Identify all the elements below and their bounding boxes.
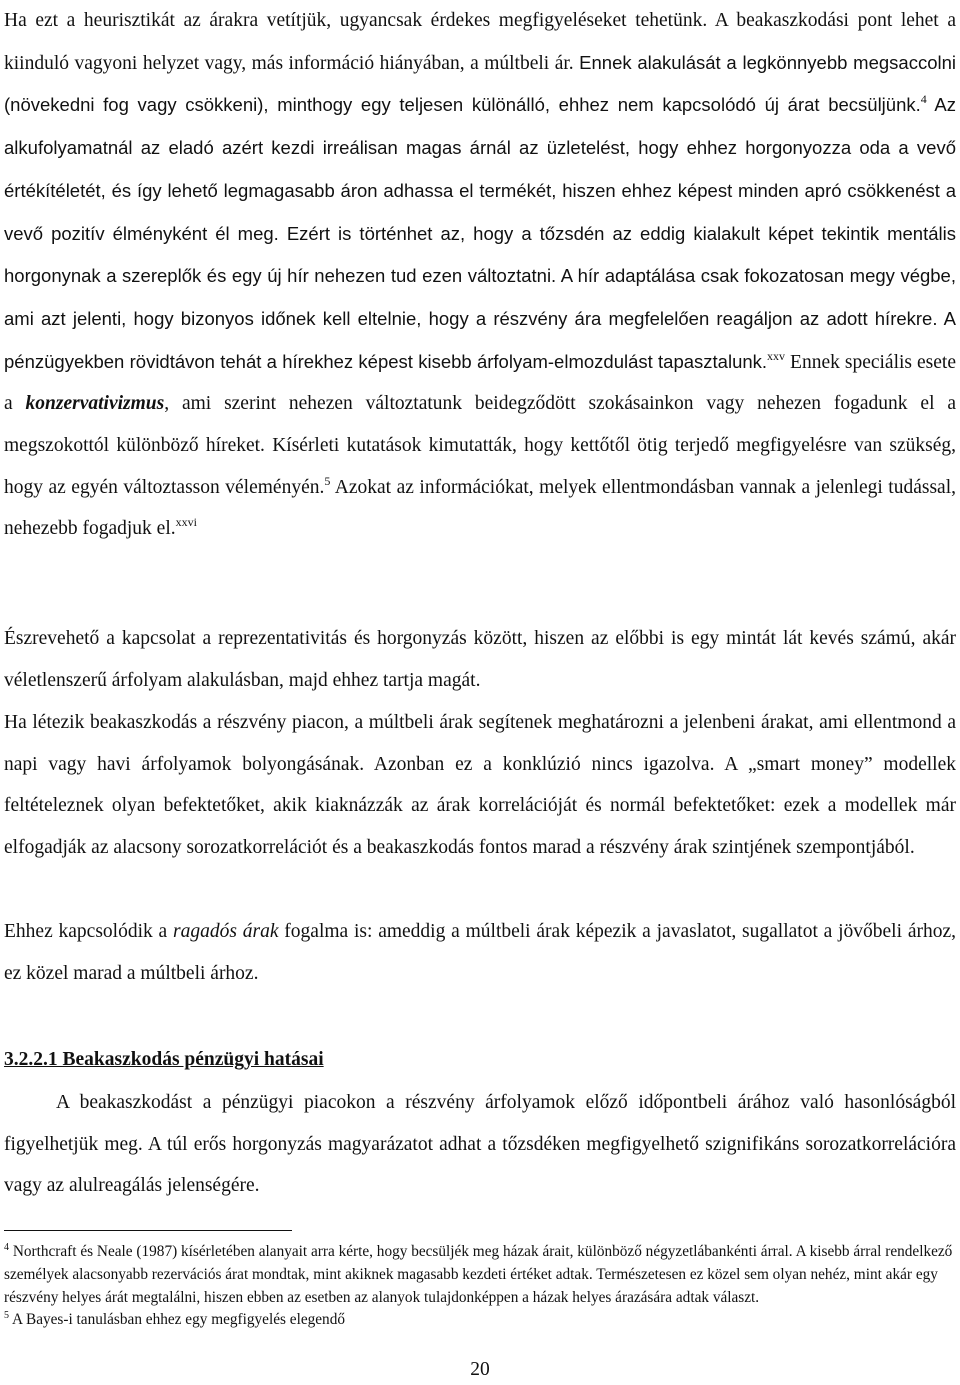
endnote-ref[interactable]: xxv xyxy=(767,348,786,363)
body-paragraph-1 xyxy=(4,0,956,550)
footnote-5 xyxy=(4,1309,956,1332)
paragraph-text: Ennek speciális esete a xyxy=(4,351,956,415)
footnote-text: Northcraft és Neale (1987) kísérletében alanyait arra kérte, hogy becsüljék meg házak árait, különböző négyzetlábankénti árral. A kisebb árral rendelkező személyek alacsonyabb rezervációs árat mondtak, mint akiknek magasabb kezdeti értéket adtak. Természetesen ez közel sem olyan nehéz, mint akár egy részvény helyes árát megtalálni, hiszen ebben az esetben az alanyok tulajdonképpen a házak helyes árazására adtak választ. xyxy=(4,1243,953,1306)
footnote-ref[interactable]: 4 xyxy=(920,92,927,107)
body-paragraph-3: Ha létezik beakaszkodás a részvény piacon, a múltbeli árak segítenek meghatározni a jelenbeni árakat, ami ellentmond a napi vagy havi árfolyamok bolyongásának. Azonban ez a konklúzió nincs igazolva. A „smart money” modellek feltételeznek olyan befektetőket, akik kiaknázzák az árak korrelációját és normál befektetőket: ezek a modellek már elfogadják az alacsony sorozatkorrelációt és a beakaszkodás fontos marad a részvény árak szintjének szempontjából. xyxy=(4,712,956,859)
footnotes xyxy=(4,1241,956,1332)
section-heading: 3.2.2.1 Beakaszkodás pénzügyi hatásai xyxy=(4,1049,324,1070)
paragraph-text: Ha ezt a heurisztikát az árakra vetítjük, ugyancsak érdekes megfigyeléseket tehetünk. A beakaszkodási pont lehet a kiinduló vagyoni helyzet vagy, más információ hiányában, a múltbeli ár. xyxy=(4,10,956,74)
term-emphasis: konzervativizmus xyxy=(25,393,165,415)
body-paragraph-4 xyxy=(4,911,956,994)
footnote-ref[interactable]: 5 xyxy=(324,473,331,488)
footnote-4 xyxy=(4,1241,956,1309)
paragraph-text: Ehhez kapcsolódik a xyxy=(4,921,174,942)
paragraph-text: fogalma is: ameddig a múltbeli árak képezik a javaslatot, sugallatot a jövőbeli árhoz, ez közel marad a múltbeli árhoz. xyxy=(4,921,956,984)
footnote-separator xyxy=(4,1230,292,1231)
footnote-number: 5 xyxy=(4,1310,9,1322)
paragraph-text-sans: Ennek alakulását a legkönnyebb megsaccolni (növekedni fog vagy csökkeni), minthogy egy teljesen különálló, ehhez nem kapcsolódó új árat becsüljünk. xyxy=(4,51,956,116)
footnote-text: A Bayes-i tanulásban ehhez egy megfigyelés elegendő xyxy=(9,1311,345,1329)
paragraph-text: Azokat az információkat, melyek ellentmondásban vannak a jelenlegi tudással, nehezebb fogadjuk el. xyxy=(4,476,956,540)
section-paragraph xyxy=(4,1082,956,1207)
term-emphasis: ragadós árak xyxy=(173,921,279,942)
footnote-number: 4 xyxy=(4,1242,9,1253)
body-paragraph-2: Észrevehető a kapcsolat a reprezentativitás és horgonyzás között, hiszen az előbbi is egy mintát lát kevés számú, akár véletlenszerű árfolyam alakulásban, majd ehhez tartja magát. xyxy=(4,628,956,691)
paragraph-text: A beakaszkodást a pénzügyi piacokon a részvény árfolyamok előző időpontbeli árához való hasonlóságból figyelhetjük meg. A túl erős horgonyzás magyarázatot adhat a tőzsdéken megfigyelhető szignifikáns sorozatkorrelációra vagy az alulreagálás jelenségére. xyxy=(4,1092,956,1197)
paragraph-text: , ami szerint nehezen változtatunk beidegződött szokásainkon vagy nehezen fogadunk el a megszokottól különböző híreket. Kísérleti kutatások kimutatták, hogy kettőtől ötig terjedő megfigyelésre van szükség, hogy az egyén változtasson véleményén. xyxy=(4,393,957,498)
endnote-ref[interactable]: xxvi xyxy=(175,515,197,530)
page-number: 20 xyxy=(470,1359,490,1380)
paragraph-text-sans: Az alkufolyamatnál az eladó azért kezdi irreálisan magas árnál az üzletelést, hogy ehhez horgonyozza oda a vevő értékítéletét, és így lehető legmagasabb áron adhassa el termékét, hiszen ehhez képest minden apró csökkenést a vevő pozitív élményként él meg. Ezért is történhet az, hogy a tőzsdén az eddig kialakult képet tekintik mentális horgonynak a szereplők és egy új hír nehezen tud ezen változtatni. A hír adaptálása csak fokozatosan megy végbe, ami azt jelenti, hogy bizonyos időnek kell eltelnie, hogy a részvény ára megfelelően reagáljon az adott hírekre. A pénzügyekben rövidtávon tehát a hírekhez képest kisebb árfolyam-elmozdulást tapasztalunk. xyxy=(4,94,956,372)
